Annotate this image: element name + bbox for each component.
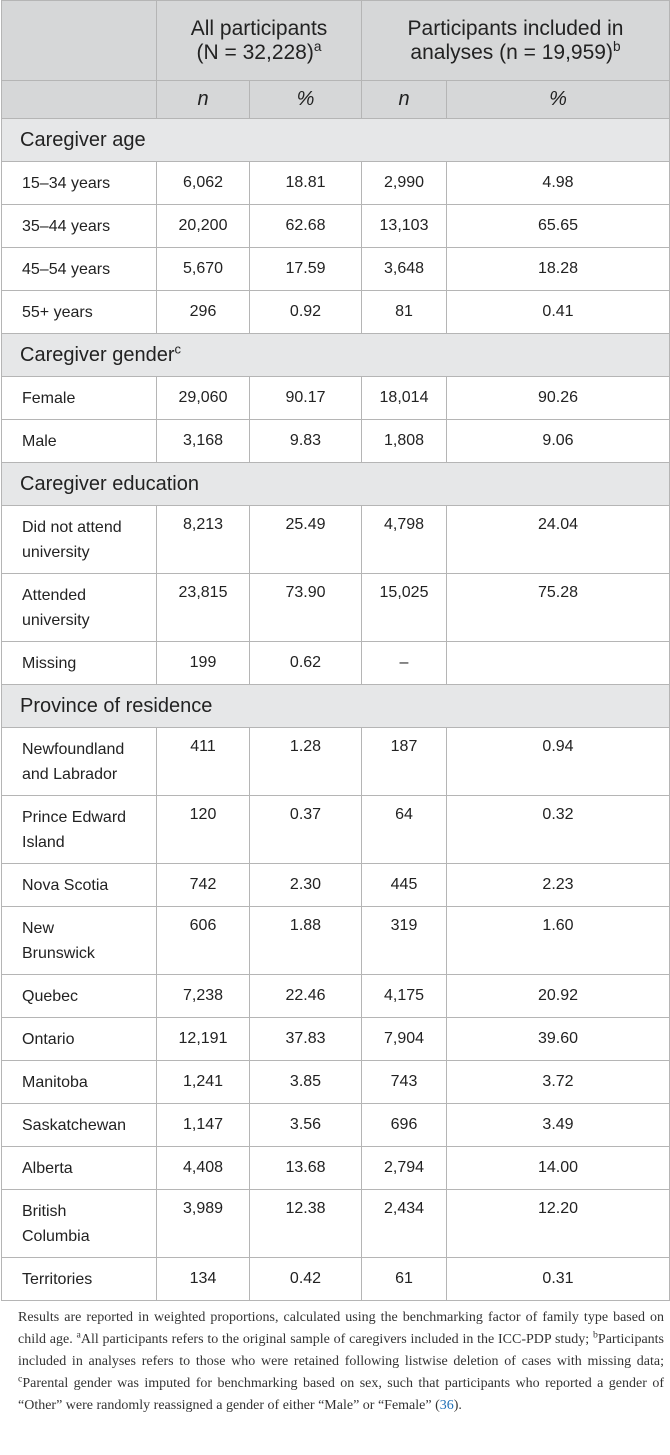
header-all-participants: All participants (N = 32,228)$^a$ <box>157 1 362 81</box>
pct-included: 3.72 <box>447 1061 670 1104</box>
pct-all: 0.92 <box>250 291 362 334</box>
table-row <box>2 205 670 248</box>
row-label: British Columbia <box>2 1190 157 1258</box>
n-all: 411 <box>157 728 250 796</box>
table-row <box>2 907 670 975</box>
n-all: 7,238 <box>157 975 250 1018</box>
n-all: 120 <box>157 796 250 864</box>
pct-all: 18.81 <box>250 162 362 205</box>
n-included: 61 <box>362 1258 447 1301</box>
n-included: 2,794 <box>362 1147 447 1190</box>
pct-included: 24.04 <box>447 506 670 574</box>
row-label: Territories <box>2 1258 157 1301</box>
pct-included: 4.98 <box>447 162 670 205</box>
row-label: New Brunswick <box>2 907 157 975</box>
table-row <box>2 1147 670 1190</box>
pct-all: 1.88 <box>250 907 362 975</box>
table-header <box>2 1 670 119</box>
subheader-pct-all: % <box>250 81 362 119</box>
row-label: 35–44 years <box>2 205 157 248</box>
pct-included: 0.31 <box>447 1258 670 1301</box>
table-row <box>2 642 670 685</box>
row-label: Quebec <box>2 975 157 1018</box>
pct-all: 12.38 <box>250 1190 362 1258</box>
table-row <box>2 377 670 420</box>
row-label: 55+ years <box>2 291 157 334</box>
row-label: Male <box>2 420 157 463</box>
pct-all: 62.68 <box>250 205 362 248</box>
table-row <box>2 1104 670 1147</box>
pct-included: 3.49 <box>447 1104 670 1147</box>
subheader-n-included: n <box>362 81 447 119</box>
pct-all: 0.42 <box>250 1258 362 1301</box>
section-caregiver-education: Caregiver education <box>2 463 670 506</box>
n-included: 81 <box>362 291 447 334</box>
header-empty-cell <box>2 1 157 81</box>
pct-included: 0.32 <box>447 796 670 864</box>
pct-all: 17.59 <box>250 248 362 291</box>
pct-included: 2.23 <box>447 864 670 907</box>
pct-all: 9.83 <box>250 420 362 463</box>
table-footnotes: Results are reported in weighted proportions, calculated using the benchmarking factor of family type based on child age. $^a$All participants refers to the original sample of caregivers included in the ICC-PDP study; $^b$Participants included in analyses refers to those who were retained following listwise deletion of cases with missing data; $^c$Parental gender was imputed for benchmarking based on sex, such that participants who reported a gender of “Other” were randomly reassigned a gender of either “Male” or “Female” (36). <box>18 1310 665 1413</box>
n-included: 445 <box>362 864 447 907</box>
table-row <box>2 728 670 796</box>
n-all: 296 <box>157 291 250 334</box>
n-all: 742 <box>157 864 250 907</box>
pct-all: 3.85 <box>250 1061 362 1104</box>
subheader-n-all: n <box>157 81 250 119</box>
n-included: 13,103 <box>362 205 447 248</box>
n-included: 319 <box>362 907 447 975</box>
pct-all: 73.90 <box>250 574 362 642</box>
table-row <box>2 291 670 334</box>
table-row <box>2 248 670 291</box>
pct-included: 0.41 <box>447 291 670 334</box>
n-included: 3,648 <box>362 248 447 291</box>
row-label: 45–54 years <box>2 248 157 291</box>
n-included: 4,175 <box>362 975 447 1018</box>
pct-included <box>447 642 670 685</box>
pct-included: 90.26 <box>447 377 670 420</box>
row-label: Saskatchewan <box>2 1104 157 1147</box>
table-row <box>2 864 670 907</box>
n-all: 29,060 <box>157 377 250 420</box>
pct-included: 14.00 <box>447 1147 670 1190</box>
pct-all: 1.28 <box>250 728 362 796</box>
n-all: 1,241 <box>157 1061 250 1104</box>
n-all: 3,989 <box>157 1190 250 1258</box>
pct-included: 1.60 <box>447 907 670 975</box>
pct-included: 12.20 <box>447 1190 670 1258</box>
pct-included: 65.65 <box>447 205 670 248</box>
pct-all: 25.49 <box>250 506 362 574</box>
n-all: 199 <box>157 642 250 685</box>
pct-all: 37.83 <box>250 1018 362 1061</box>
n-all: 1,147 <box>157 1104 250 1147</box>
n-included: 64 <box>362 796 447 864</box>
table-row <box>2 796 670 864</box>
n-included: 743 <box>362 1061 447 1104</box>
n-all: 8,213 <box>157 506 250 574</box>
table-row <box>2 1061 670 1104</box>
n-included: 18,014 <box>362 377 447 420</box>
n-included: 2,434 <box>362 1190 447 1258</box>
reference-link[interactable]: 36 <box>439 1398 454 1413</box>
pct-included: 39.60 <box>447 1018 670 1061</box>
n-included: 7,904 <box>362 1018 447 1061</box>
row-label: Alberta <box>2 1147 157 1190</box>
pct-all: 3.56 <box>250 1104 362 1147</box>
row-label: Newfoundland and Labrador <box>2 728 157 796</box>
n-all: 23,815 <box>157 574 250 642</box>
row-label: Female <box>2 377 157 420</box>
table-row <box>2 1190 670 1258</box>
n-included: 696 <box>362 1104 447 1147</box>
section-province: Province of residence <box>2 685 670 728</box>
subheader-empty-cell <box>2 81 157 119</box>
section-caregiver-gender: Caregiver gender$^c$ <box>2 334 670 377</box>
n-included: 1,808 <box>362 420 447 463</box>
table-row <box>2 506 670 574</box>
row-label: Nova Scotia <box>2 864 157 907</box>
pct-all: 2.30 <box>250 864 362 907</box>
n-included: 2,990 <box>362 162 447 205</box>
header-included-participants: Participants included in analyses (n = 19,959)$^b$ <box>362 1 670 81</box>
pct-all: 0.37 <box>250 796 362 864</box>
pct-included: 9.06 <box>447 420 670 463</box>
table-row <box>2 574 670 642</box>
pct-all: 0.62 <box>250 642 362 685</box>
participants-table <box>1 0 670 1301</box>
table-row <box>2 420 670 463</box>
n-all: 134 <box>157 1258 250 1301</box>
n-all: 20,200 <box>157 205 250 248</box>
row-label: Manitoba <box>2 1061 157 1104</box>
row-label: 15–34 years <box>2 162 157 205</box>
table-row <box>2 162 670 205</box>
row-label: Did not attend university <box>2 506 157 574</box>
row-label: Prince Edward Island <box>2 796 157 864</box>
row-label: Attended university <box>2 574 157 642</box>
pct-all: 13.68 <box>250 1147 362 1190</box>
n-included: 15,025 <box>362 574 447 642</box>
section-caregiver-age: Caregiver age <box>2 119 670 162</box>
n-included: 187 <box>362 728 447 796</box>
n-all: 3,168 <box>157 420 250 463</box>
n-all: 5,670 <box>157 248 250 291</box>
n-included: – <box>362 642 447 685</box>
pct-included: 0.94 <box>447 728 670 796</box>
n-all: 4,408 <box>157 1147 250 1190</box>
row-label: Missing <box>2 642 157 685</box>
pct-all: 90.17 <box>250 377 362 420</box>
n-all: 6,062 <box>157 162 250 205</box>
table-row <box>2 975 670 1018</box>
table-row <box>2 1018 670 1061</box>
pct-included: 20.92 <box>447 975 670 1018</box>
n-all: 606 <box>157 907 250 975</box>
row-label: Ontario <box>2 1018 157 1061</box>
table-row <box>2 1258 670 1301</box>
pct-included: 75.28 <box>447 574 670 642</box>
subheader-pct-included: % <box>447 81 670 119</box>
n-included: 4,798 <box>362 506 447 574</box>
pct-all: 22.46 <box>250 975 362 1018</box>
n-all: 12,191 <box>157 1018 250 1061</box>
pct-included: 18.28 <box>447 248 670 291</box>
